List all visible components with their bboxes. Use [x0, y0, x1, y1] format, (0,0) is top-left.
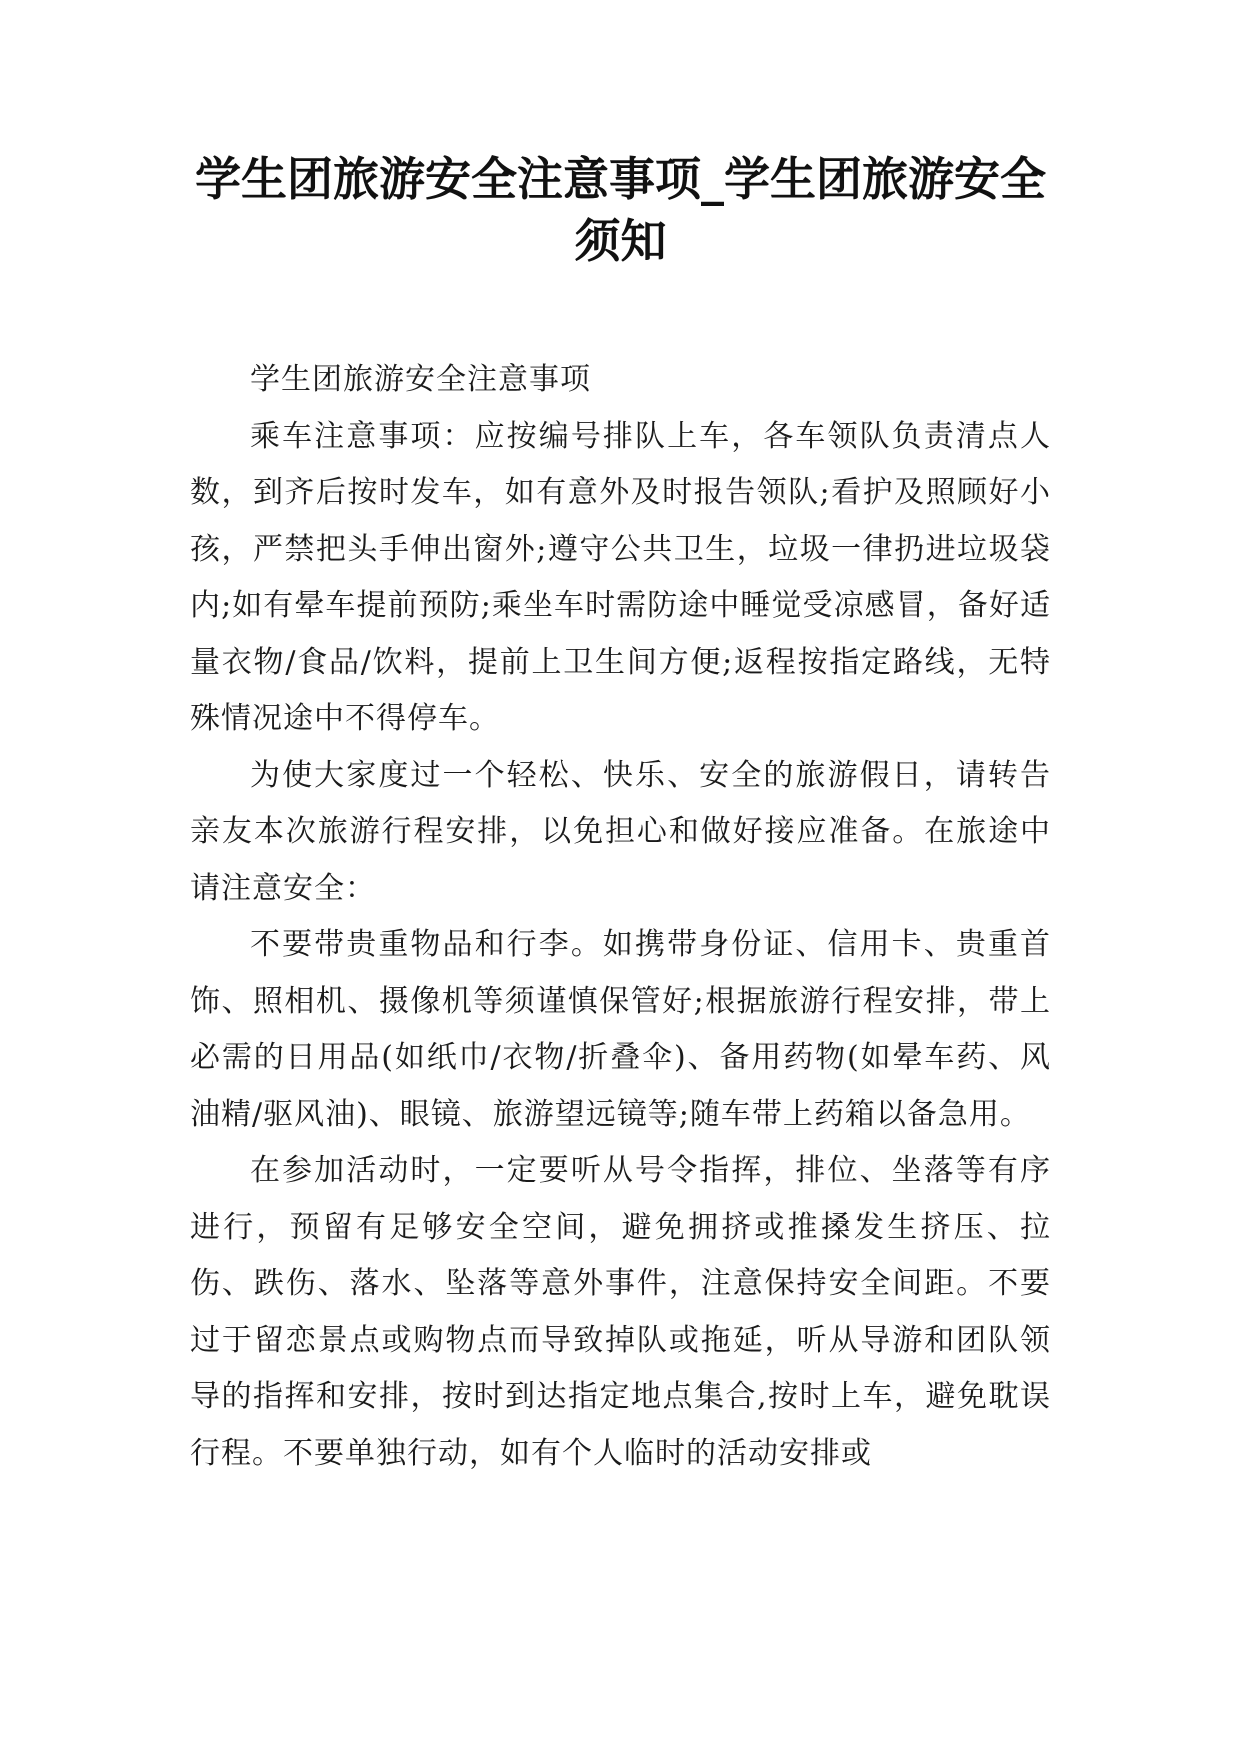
section-heading: 学生团旅游安全注意事项: [250, 362, 591, 397]
document-title: 学生团旅游安全注意事项_学生团旅游安全须知: [195, 152, 1046, 268]
document-body: [190, 352, 1051, 1482]
paragraph-belongings: 不要带贵重物品和行李。如携带身份证、信用卡、贵重首饰、照相机、摄像机等须谨慎保管好;根据旅游行程安排，带上必需的日用品(如纸巾/衣物/折叠伞)、备用药物(如晕车药、风油精/驱风油)、眼镜、旅游望远镜等;随车带上药箱以备急用。: [190, 927, 1051, 1132]
paragraph-travel-intro: 为使大家度过一个轻松、快乐、安全的旅游假日，请转告亲友本次旅游行程安排，以免担心和做好接应准备。在旅途中请注意安全：: [190, 757, 1051, 906]
paragraph-boarding-notes: 乘车注意事项：应按编号排队上车，各车领队负责清点人数，到齐后按时发车，如有意外及时报告领队;看护及照顾好小孩，严禁把头手伸出窗外;遵守公共卫生，垃圾一律扔进垃圾袋内;如有晕车提前预防;乘坐车时需防途中睡觉受凉感冒，备好适量衣物/食品/饮料，提前上卫生间方便;返程按指定路线，无特殊情况途中不得停车。: [190, 418, 1051, 736]
paragraph-activities: 在参加活动时，一定要听从号令指挥，排位、坐落等有序进行，预留有足够安全空间，避免拥挤或推搡发生挤压、拉伤、跌伤、落水、坠落等意外事件，注意保持安全间距。不要过于留恋景点或购物点而导致掉队或拖延，听从导游和团队领导的指挥和安排，按时到达指定地点集合,按时上车，避免耽误行程。不要单独行动，如有个人临时的活动安排或: [190, 1153, 1051, 1471]
